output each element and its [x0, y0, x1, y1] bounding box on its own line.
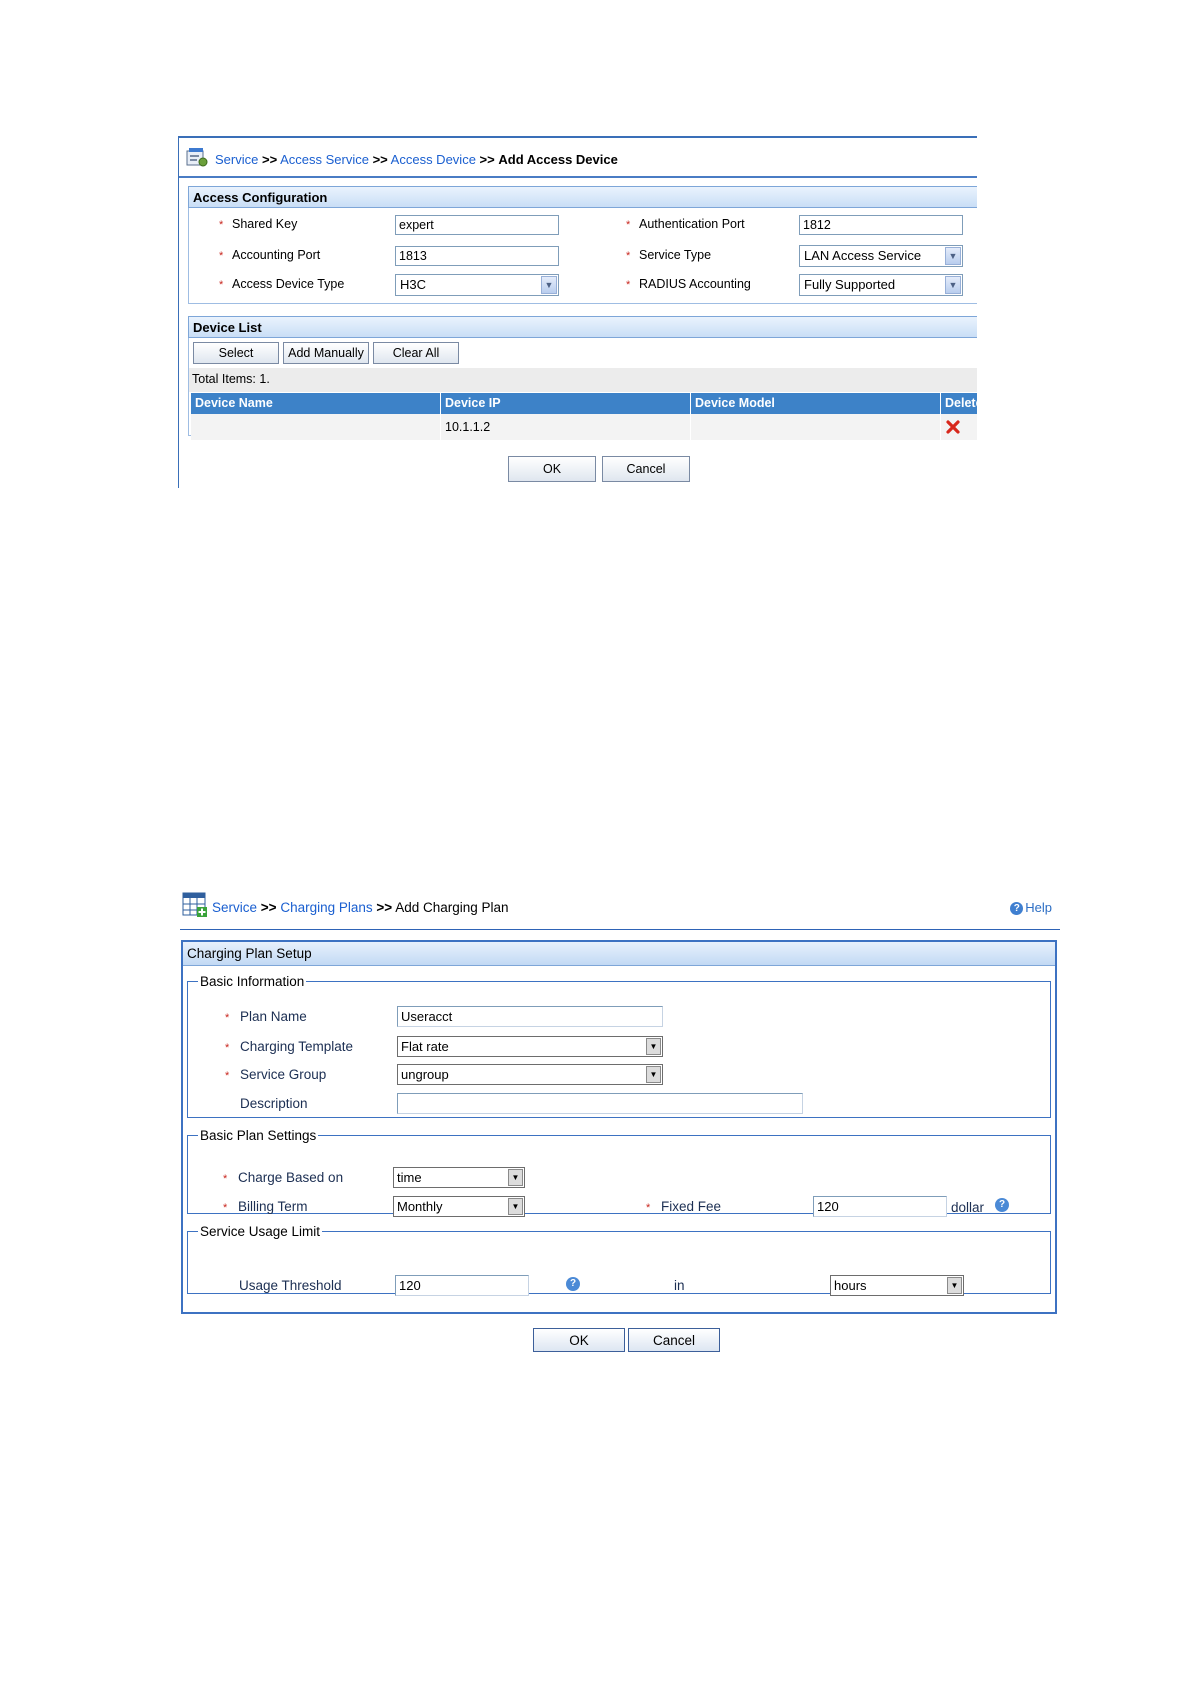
access-device-type-select[interactable] — [395, 274, 559, 296]
breadcrumb-current: Add Access Device — [498, 152, 618, 167]
access-configuration-body — [188, 208, 977, 304]
usage-unit-select[interactable] — [830, 1275, 964, 1296]
breadcrumb-separator: >> — [479, 152, 495, 167]
radius-accounting-select[interactable] — [799, 274, 963, 296]
plan-name-label: Plan Name — [240, 1009, 307, 1024]
chevron-down-icon[interactable]: ▼ — [508, 1169, 523, 1186]
breadcrumb — [212, 900, 509, 915]
header-divider — [180, 929, 1060, 930]
breadcrumb-link-service[interactable]: Service — [215, 152, 259, 167]
usage-unit-value: hours — [834, 1278, 867, 1293]
breadcrumb — [215, 152, 618, 167]
plan-name-input[interactable]: Useracct — [397, 1006, 663, 1027]
usage-threshold-help-icon[interactable]: ? — [566, 1277, 580, 1291]
charge-based-on-label: Charge Based on — [238, 1170, 344, 1185]
required-marker: * — [646, 1202, 651, 1214]
chevron-down-icon[interactable]: ▼ — [541, 276, 557, 294]
required-marker: * — [225, 1070, 230, 1082]
authentication-port-label: Authentication Port — [639, 217, 745, 231]
fixed-fee-unit-label: dollar — [951, 1200, 985, 1215]
required-marker: * — [223, 1202, 228, 1214]
charging-plan-setup-panel — [181, 940, 1057, 1314]
charging-plan-setup-header: Charging Plan Setup — [183, 942, 1055, 966]
charging-template-label: Charging Template — [240, 1039, 354, 1054]
help-label: Help — [1025, 900, 1052, 915]
radius-accounting-label: RADIUS Accounting — [639, 277, 751, 291]
radius-accounting-value: Fully Supported — [804, 277, 896, 292]
cancel-button[interactable]: Cancel — [602, 456, 690, 482]
device-list-header: Device List — [188, 316, 977, 338]
required-marker: * — [219, 279, 224, 291]
breadcrumb-separator: >> — [260, 900, 277, 915]
service-group-select[interactable] — [397, 1064, 663, 1085]
service-group-label: Service Group — [240, 1067, 327, 1082]
breadcrumb-link-access-device[interactable]: Access Device — [390, 152, 476, 167]
service-type-value: LAN Access Service — [804, 248, 922, 263]
access-configuration-header: Access Configuration — [188, 186, 977, 208]
description-label: Description — [240, 1096, 308, 1111]
charge-based-on-select[interactable] — [393, 1167, 525, 1188]
access-device-type-value: H3C — [400, 277, 427, 292]
required-marker: * — [219, 250, 224, 262]
clear-all-button[interactable]: Clear All — [373, 342, 459, 364]
help-link[interactable] — [1010, 900, 1052, 915]
description-input[interactable] — [397, 1093, 803, 1114]
help-icon: ? — [1010, 902, 1023, 915]
accounting-port-label: Accounting Port — [232, 248, 321, 262]
charging-template-value: Flat rate — [401, 1039, 449, 1054]
required-marker: * — [225, 1012, 230, 1024]
column-header-device-name[interactable]: Device Name — [191, 393, 441, 414]
chevron-down-icon[interactable]: ▼ — [945, 247, 961, 265]
required-marker: * — [626, 250, 631, 262]
breadcrumb-separator: >> — [372, 152, 388, 167]
service-type-label: Service Type — [639, 248, 712, 262]
column-header-device-ip[interactable]: Device IP — [441, 393, 691, 414]
usage-threshold-label: Usage Threshold — [239, 1278, 342, 1293]
breadcrumb-link-service[interactable]: Service — [212, 900, 258, 915]
chevron-down-icon[interactable]: ▼ — [646, 1038, 661, 1055]
ok-button[interactable]: OK — [533, 1328, 625, 1352]
add-charging-plan-screen — [180, 886, 1060, 1356]
ok-button[interactable]: OK — [508, 456, 596, 482]
fixed-fee-input[interactable]: 120 — [813, 1196, 947, 1217]
shared-key-label: Shared Key — [232, 217, 298, 231]
charge-based-on-value: time — [397, 1170, 422, 1185]
table-row — [191, 414, 977, 440]
delete-icon[interactable] — [946, 420, 960, 434]
add-access-device-screen — [178, 136, 983, 488]
shared-key-input[interactable]: expert — [395, 215, 559, 235]
breadcrumb-link-access-service[interactable]: Access Service — [280, 152, 369, 167]
billing-term-value: Monthly — [397, 1199, 443, 1214]
device-name-cell — [191, 414, 441, 440]
fixed-fee-label: Fixed Fee — [661, 1199, 722, 1214]
service-type-select[interactable] — [799, 245, 963, 267]
delete-cell — [941, 414, 977, 440]
breadcrumb-separator: >> — [376, 900, 393, 915]
device-model-cell — [691, 414, 941, 440]
device-ip-cell: 10.1.1.2 — [441, 414, 691, 440]
billing-term-label: Billing Term — [238, 1199, 308, 1214]
accounting-port-input[interactable]: 1813 — [395, 246, 559, 266]
access-device-type-label: Access Device Type — [232, 277, 345, 291]
frame-left-border — [178, 136, 179, 488]
breadcrumb-bar — [179, 138, 977, 178]
column-header-device-model[interactable]: Device Model — [691, 393, 941, 414]
service-config-icon — [185, 145, 209, 169]
chevron-down-icon[interactable]: ▼ — [945, 276, 961, 294]
required-marker: * — [219, 219, 224, 231]
service-group-value: ungroup — [401, 1067, 449, 1082]
chevron-down-icon[interactable]: ▼ — [646, 1066, 661, 1083]
required-marker: * — [225, 1042, 230, 1054]
billing-term-select[interactable] — [393, 1196, 525, 1217]
charging-template-select[interactable] — [397, 1036, 663, 1057]
breadcrumb-current: Add Charging Plan — [395, 900, 509, 915]
required-marker: * — [223, 1173, 228, 1185]
basic-information-legend: Basic Information — [200, 974, 305, 989]
device-list-body — [188, 338, 983, 436]
required-marker: * — [626, 219, 631, 231]
charging-plan-grid-icon — [182, 892, 208, 918]
service-usage-limit-legend: Service Usage Limit — [200, 1224, 321, 1239]
breadcrumb-link-charging-plans[interactable]: Charging Plans — [280, 900, 373, 915]
cancel-button[interactable]: Cancel — [628, 1328, 720, 1352]
usage-threshold-input[interactable]: 120 — [395, 1275, 529, 1296]
in-label: in — [674, 1278, 685, 1293]
authentication-port-input[interactable]: 1812 — [799, 215, 963, 235]
select-button[interactable]: Select — [193, 342, 279, 364]
total-items-bar — [189, 368, 977, 392]
add-manually-button[interactable]: Add Manually — [283, 342, 369, 364]
breadcrumb-separator: >> — [261, 152, 278, 167]
required-marker: * — [626, 279, 631, 291]
chevron-down-icon[interactable]: ▼ — [947, 1277, 962, 1294]
basic-plan-settings-legend: Basic Plan Settings — [200, 1128, 317, 1143]
total-items-text: Total Items: 1. — [192, 372, 270, 386]
chevron-down-icon[interactable]: ▼ — [508, 1198, 523, 1215]
fixed-fee-help-icon[interactable]: ? — [995, 1198, 1009, 1212]
column-header-delete: Delete — [941, 393, 977, 414]
